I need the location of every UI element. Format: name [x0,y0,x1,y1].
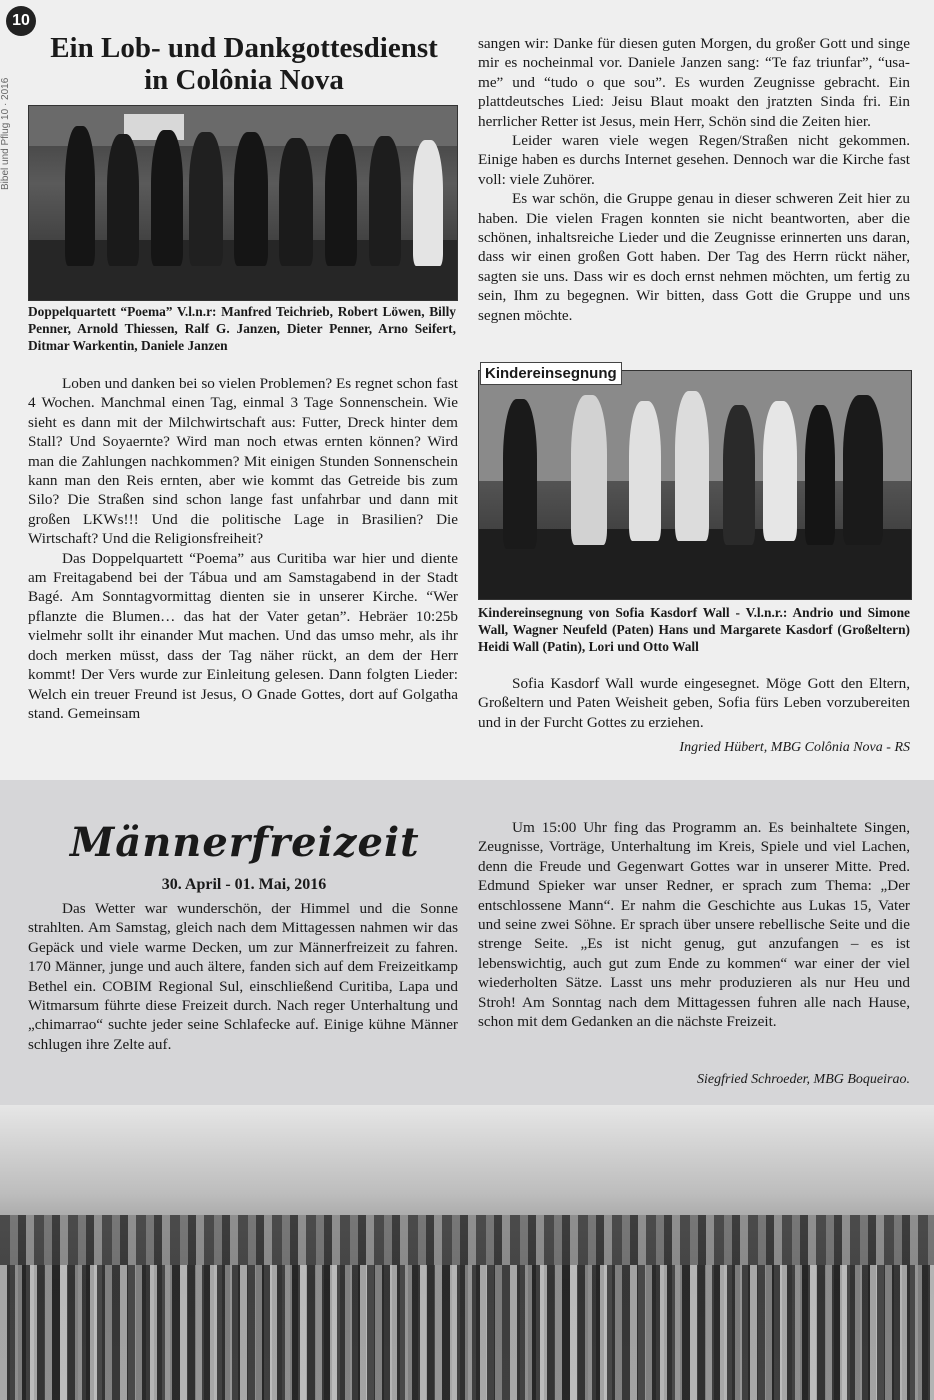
article2-title: Männerfreizeit [70,819,420,866]
side-running-text: Bibel und Pflug 10 · 2016 [0,77,11,190]
kindereinsegnung-photo [478,370,912,600]
article2-right-column [478,818,910,1031]
article1-paragraph: Loben und danken bei so vielen Problemen? Es regnet schon fast 4 Wochen. Manchmal einen Tag, einmal 3 Tage Sonnenschein. Wie sieht es dann mit der Milchwirtschaft aus: Futter, Dreck hinter dem Stall? Und Soyaernte? Wird man noch etwas ernten können? Wird man die Zahlungen nachkommen? Mit einigen Stunden Sonnenschein kann man den Reis ernten, aber wie kommt das Getreide bis zum Silo? Die Straßen sind schon lange fast unfahrbar und dann mit großen LKWs!!! Und die politische Lage in Brasilien? Die Wirtschaft? Und die Religionsfreiheit? [28,375,458,548]
group-photo [0,1105,934,1400]
kindereinsegnung-label: Kindereinsegnung [480,362,622,385]
article1-signature: Ingried Hübert, MBG Colônia Nova - RS [679,740,910,755]
article1-paragraph: Sofia Kasdorf Wall wurde eingesegnet. Möge Gott den Eltern, Großeltern und Paten Weisheit geben, Sofia fürs Leben vorzubereiten und in der Furcht Gottes zu erziehen. [478,675,910,731]
kindereinsegnung-photo-caption: Kindereinsegnung von Sofia Kasdorf Wall - V.l.n.r.: Andrio und Simone Wall, Wagner Neufeld (Paten) Hans und Margarete Kasdorf (Großeltern) Heidi Wall (Patin), Lori und Otto Wall [478,605,910,654]
article1-title-line1: Ein Lob- und Dankgottesdienst [50,32,438,64]
quartet-photo-caption: Doppelquartett “Poema” V.l.n.r: Manfred Teichrieb, Robert Löwen, Billy Penner, Arnold Thiessen, Ralf G. Janzen, Dieter Penner, Arno Seifert, Ditmar Warkentin, Daniele Janzen [28,304,456,353]
article1-paragraph: Es war schön, die Gruppe genau in dieser schweren Zeit hier zu haben. Die vielen Fragen konnten sie nicht beantworten, aber die schönen, inhaltsreiche Lieder und die Zeugnisse erinnerten uns daran, dass wir einen großen Gott haben. Der Tag des Herrn rückt näher, sagten sie uns. Dass wir es doch ernst nehmen möchten, um fertig zu sein, Ihm zu begegnen. Wir bitten, dass Gott die Gruppe und uns segnen möchte. [478,190,910,324]
article1-paragraph: Das Doppelquartett “Poema” aus Curitiba war hier und diente am Freitagabend bei der Tábua und am Samstagabend in der Stadt Bagé. Am Sonntagvormittag dienten sie in unserer Kirche. “Wer pflanzte die Blumen… das hat der Vater getan”. Hebräer 10:25b vielmehr sollt ihr einander Mut machen. Und das umso mehr, als ihr doch merken müsst, dass der Tag näher rückt, an dem der Herr kommt! Der Vers wurde zur Einleitung gelesen. Dann folgten Lieder: Welch ein treuer Freund ist Jesus, O Gnade Gottes, dort auf Golgatha stand. Gemeinsam [28,549,458,722]
article2-date: 30. April - 01. Mai, 2016 [161,876,327,893]
kindereinsegnung-text [478,674,910,732]
article2-paragraph: Das Wetter war wunderschön, der Himmel und die Sonne strahlten. Am Samstag, gleich nach dem Mittagessen nahmen wir das Gepäck und viele warme Decken, um zur Männerfreizeit zu fahren. 170 Männer, junge und auch ältere, fanden sich auf dem Freizeitkamp Bethel ein. COBIM Regional Sul, einschließend Curitiba, Lapa und Witmarsum führte diese Freizeit durch. Nach reger Unterhaltung und „chimarrao“ suchte jeder seine Schlafecke auf. Einige kühne Männer schlugen ihre Zelte auf. [28,900,458,1053]
article1-title-line2: in Colônia Nova [144,64,344,96]
quartet-photo [28,105,458,301]
page-number: 10 [6,6,36,36]
article1-paragraph: Leider waren viele wegen Regen/Straßen nicht gekommen. Einige haben es durchs Internet gesehen. Dennoch war die Kirche fast voll: viele Zuhörer. [478,132,910,188]
article1-left-column [28,374,458,723]
article1-right-column [478,34,910,325]
article1-paragraph: sangen wir: Danke für diesen guten Morgen, du großer Gott und singe mir es nocheinmal vor. Daniele Janzen sang: “Te faz triunfar”, “usa-me” und “tudo o que sou”. Es wurden Zeugnisse gebracht. Ein plattdeutsches Lied: Jeisu Blaut moakt den jratzten Sinda fri. Ein herrlicher Retter ist Jesus, mein Herr, Schön sind die Zeiten hier. [478,35,910,130]
article2-signature: Siegfried Schroeder, MBG Boqueirao. [697,1072,910,1087]
article2-left-column [28,899,458,1054]
article1-title [28,32,460,96]
article2-paragraph: Um 15:00 Uhr fing das Programm an. Es beinhaltete Singen, Zeugnisse, Vorträge, Unterhaltung im Kreis, Spiele und viel Lachen, denn die Freude und Gegenwart Gottes war in unserer Mitte. Pred. Edmund Spieker war unser Redner, er sprach zum Thema: „Der entschlossene Mann“. Er nahm die Geschichte aus Lukas 15, Vater und seine zwei Söhne. Er sprach über unsere rebellische Seite und die strenge Seite. „Es ist nicht genug, gut anzufangen – es ist lebenswichtig, auch gut zum Ende zu kommen“ war einer der viel wiederholten Sätze. Lasst uns mehr produzieren als nur Heu und Stroh! Am Sonntag nach dem Mittagessen fuhren alle nach Hause, schon mit dem Gedanken an die nächste Freizeit. [478,819,910,1031]
